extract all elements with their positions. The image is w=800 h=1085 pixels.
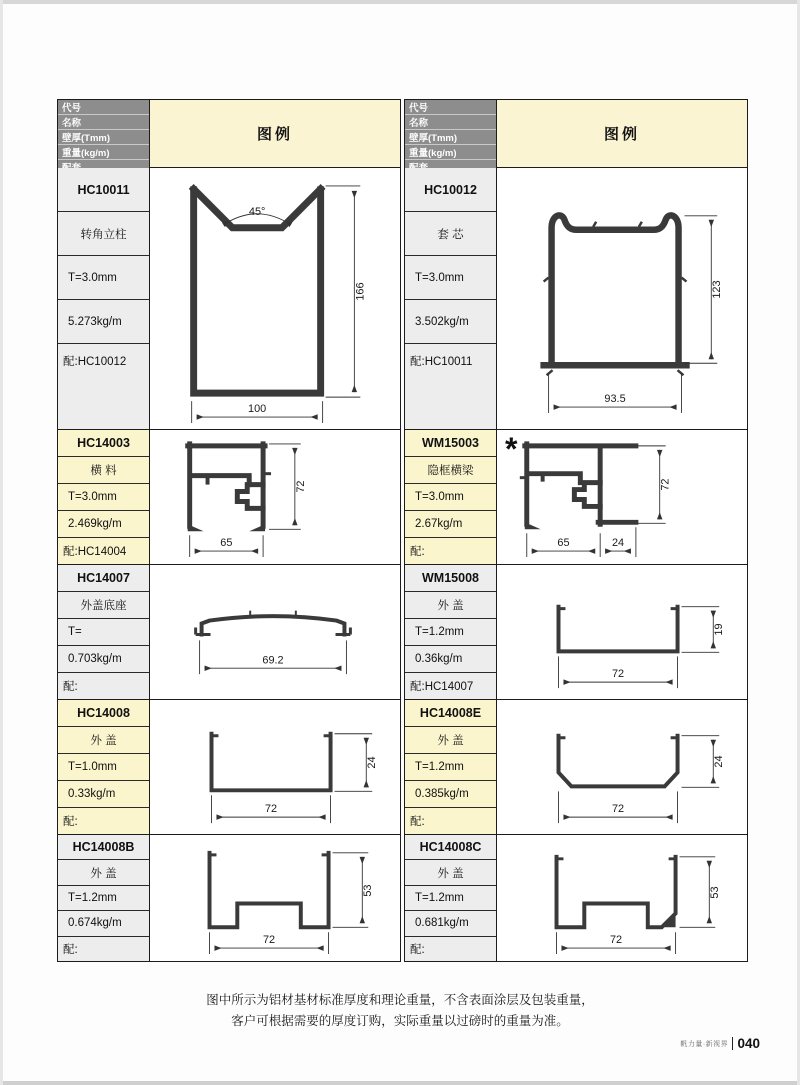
product-name: 隐框横梁 <box>405 457 496 484</box>
product-name: 外 盖 <box>405 727 496 754</box>
product-labels <box>58 430 150 564</box>
product-weight: 0.385kg/m <box>405 781 496 808</box>
profile-feet <box>196 628 351 635</box>
dim-height-label: 123 <box>711 280 724 299</box>
product-weight: 3.502kg/m <box>405 300 496 344</box>
product-name: 套 芯 <box>405 212 496 256</box>
profile-catalog-table <box>57 99 748 962</box>
product-block-hc14007 <box>58 564 400 699</box>
product-code: HC14007 <box>58 565 149 592</box>
dim-width-label: 100 <box>248 403 267 416</box>
product-block-hc14003 <box>58 429 400 564</box>
profile-drawing-hc14007 <box>150 565 400 699</box>
product-labels <box>58 835 150 961</box>
dim-angle-label: 45° <box>248 205 266 218</box>
product-thickness: T=3.0mm <box>405 256 496 300</box>
product-thickness: T=3.0mm <box>58 256 149 300</box>
profile-outline <box>212 734 331 791</box>
profile-drawing-wm15008 <box>497 565 747 699</box>
dim-height-label: 72 <box>294 480 307 493</box>
product-match: 配:HC10012 <box>63 356 127 368</box>
product-labels <box>58 565 150 699</box>
footer-brand-text: 帆力量·新视界 <box>680 1040 729 1048</box>
dim-width-label: 72 <box>264 803 278 816</box>
product-weight: 0.681kg/m <box>405 911 496 936</box>
product-match: 配:HC10011 <box>410 356 473 368</box>
profile-outline <box>557 857 676 927</box>
profile-outline <box>552 215 679 365</box>
product-block-hc14008c <box>405 834 747 961</box>
product-weight: 5.273kg/m <box>58 300 149 344</box>
page-edge-left <box>0 0 3 1085</box>
product-code: HC14008 <box>58 700 149 727</box>
profile-outline <box>194 190 321 393</box>
product-thickness: T=1.2mm <box>405 754 496 781</box>
product-match: 配: <box>410 546 425 558</box>
asterisk-marker: * <box>505 431 518 467</box>
column-header-left <box>58 100 400 167</box>
profile-interlock <box>237 485 263 509</box>
product-block-wm15003 <box>405 429 747 564</box>
product-block-wm15008 <box>405 564 747 699</box>
header-label-code: 代号 <box>405 100 496 115</box>
product-name: 外盖底座 <box>58 592 149 619</box>
product-match: 配: <box>63 943 78 956</box>
product-weight: 0.36kg/m <box>405 646 496 673</box>
header-label-code: 代号 <box>58 100 149 115</box>
product-code: WM15003 <box>405 430 496 457</box>
header-label-name: 名称 <box>405 115 496 130</box>
dim-height-label: 53 <box>362 884 375 897</box>
header-label-name: 名称 <box>58 115 149 130</box>
profile-svg-hc14007 <box>150 565 400 699</box>
product-labels <box>58 168 150 429</box>
profile-drawing-wm15003 <box>497 430 747 564</box>
header-label-thickness: 壁厚(Tmm) <box>405 130 496 145</box>
product-name: 外 盖 <box>58 727 149 754</box>
legend-header: 图例 <box>150 100 400 167</box>
dim-width-label: 93.5 <box>604 393 626 406</box>
dim-height-label: 24 <box>366 756 379 769</box>
product-thickness: T=1.0mm <box>58 754 149 781</box>
product-block-hc14008 <box>58 699 400 834</box>
profile-interlock <box>574 483 600 507</box>
profile-svg-wm15008 <box>497 565 747 699</box>
dim-width-label: 65 <box>220 537 233 550</box>
profile-drawing-hc14008c <box>497 835 747 961</box>
profile-svg-hc14008b <box>150 835 400 961</box>
profile-drawing-hc14003 <box>150 430 400 564</box>
product-match: 配: <box>63 681 78 693</box>
footer-note-line1: 图中所示为铝材基材标准厚度和理论重量，不含表面涂层及包装重量， <box>206 993 594 1007</box>
product-block-hc10012 <box>405 167 747 429</box>
product-code: HC14008B <box>58 835 149 860</box>
product-match: 配:HC14004 <box>63 546 127 558</box>
header-labels <box>58 100 150 167</box>
product-thickness: T=3.0mm <box>58 484 149 511</box>
product-name: 外 盖 <box>405 860 496 885</box>
dim-height-label: 19 <box>713 623 726 636</box>
header-label-thickness: 壁厚(Tmm) <box>58 130 149 145</box>
product-weight: 0.33kg/m <box>58 781 149 808</box>
product-labels <box>405 168 497 429</box>
profile-drawing-hc10012 <box>497 168 747 429</box>
product-name: 外 盖 <box>405 592 496 619</box>
product-thickness: T=1.2mm <box>58 886 149 911</box>
profile-drawing-hc10011 <box>150 168 400 429</box>
product-labels <box>405 835 497 961</box>
product-block-hc10011 <box>58 167 400 429</box>
product-thickness: T=1.2mm <box>405 619 496 646</box>
page-edge-bottom <box>0 1081 800 1085</box>
product-labels <box>405 700 497 834</box>
page-edge-top <box>0 0 800 4</box>
footer-divider <box>732 1037 733 1050</box>
product-block-hc14008b <box>58 834 400 961</box>
product-weight: 0.703kg/m <box>58 646 149 673</box>
product-match: 配: <box>63 816 78 828</box>
product-name: 横 料 <box>58 457 149 484</box>
product-thickness: T=1.2mm <box>405 886 496 911</box>
profile-drawing-hc14008b <box>150 835 400 961</box>
product-weight: 0.674kg/m <box>58 911 149 936</box>
product-labels <box>58 700 150 834</box>
profile-svg-hc14008c <box>497 835 747 961</box>
product-weight: 2.469kg/m <box>58 511 149 538</box>
profile-outline <box>559 607 678 652</box>
dim-width-label: 65 <box>557 537 570 550</box>
dim-height-label: 72 <box>659 478 672 491</box>
dim-width-label: 72 <box>611 803 625 816</box>
product-name: 转角立柱 <box>58 212 149 256</box>
product-code: HC14008E <box>405 700 496 727</box>
product-match: 配: <box>410 816 425 828</box>
dim-width-label: 69.2 <box>262 654 284 667</box>
profile-svg-hc14003 <box>150 430 400 564</box>
product-match: 配: <box>410 943 425 956</box>
header-label-weight: 重量(kg/m) <box>405 145 496 160</box>
profile-svg-hc14008 <box>150 700 400 834</box>
profile-drawing-hc14008e <box>497 700 747 834</box>
dim-height-label: 53 <box>709 886 722 899</box>
dim-height-label: 24 <box>713 755 726 768</box>
product-labels <box>405 430 497 564</box>
catalog-column-left <box>57 99 401 962</box>
dim-width2-label: 24 <box>611 537 625 550</box>
product-code: HC10012 <box>405 168 496 212</box>
profile-outline <box>202 616 345 634</box>
product-thickness: T=3.0mm <box>405 484 496 511</box>
product-code: HC14008C <box>405 835 496 860</box>
product-code: HC14003 <box>58 430 149 457</box>
profile-drawing-hc14008 <box>150 700 400 834</box>
product-block-hc14008e <box>405 699 747 834</box>
column-header-right <box>405 100 747 167</box>
header-label-weight: 重量(kg/m) <box>58 145 149 160</box>
footer-note-line2: 客户可根据需要的厚度订购，实际重量以过磅时的重量为准。 <box>231 1014 569 1028</box>
footer-note <box>0 990 800 1032</box>
profile-svg-hc10011 <box>150 168 400 429</box>
profile-outline <box>559 736 678 787</box>
dim-width-label: 72 <box>611 668 625 681</box>
product-thickness: T= <box>58 619 149 646</box>
profile-outline <box>210 853 329 927</box>
legend-header: 图例 <box>497 100 747 167</box>
profile-svg-wm15003 <box>497 430 747 564</box>
footer-brandline <box>680 1036 760 1051</box>
catalog-column-right <box>404 99 748 962</box>
dim-width-label: 72 <box>609 934 623 947</box>
product-code: WM15008 <box>405 565 496 592</box>
page-number: 040 <box>737 1036 760 1051</box>
profile-svg-hc10012 <box>497 168 747 429</box>
profile-outline <box>525 444 636 524</box>
dim-width-label: 72 <box>262 934 276 947</box>
product-match: 配:HC14007 <box>410 681 474 693</box>
header-labels <box>405 100 497 167</box>
profile-svg-hc14008e <box>497 700 747 834</box>
product-weight: 2.67kg/m <box>405 511 496 538</box>
product-code: HC10011 <box>58 168 149 212</box>
dim-height-label: 166 <box>354 282 367 301</box>
product-labels <box>405 565 497 699</box>
product-name: 外 盖 <box>58 860 149 885</box>
profile-nubs <box>544 222 687 375</box>
